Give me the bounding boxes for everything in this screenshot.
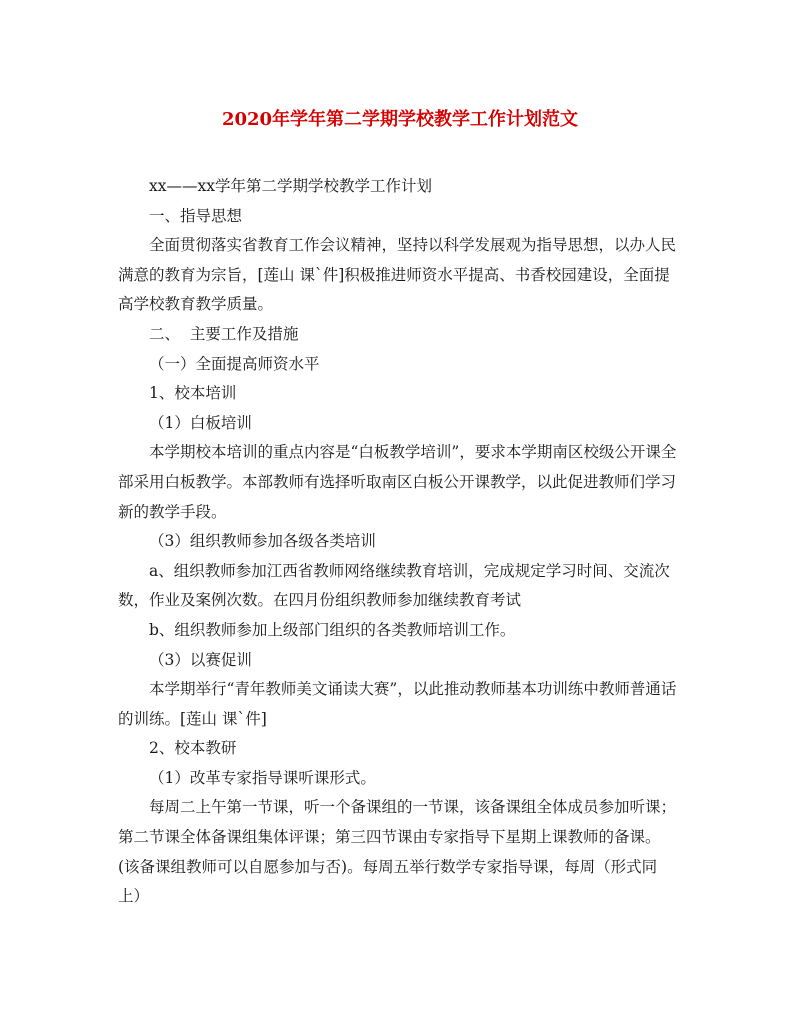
- paragraph-whiteboard-training: 本学期校本培训的重点内容是“白板教学培训”，要求本学期南区校级公开课全部采用白板教学。本部教师有选择听取南区白板公开课教学，以此促进教师们学习新的教学手段。: [118, 443, 677, 521]
- item-heading-school-training: 1、校本培训: [149, 384, 237, 403]
- item-heading-competition: （3）以赛促训: [149, 650, 252, 669]
- paragraph-department-training: b、组织教师参加上级部门组织的各类教师培训工作。: [149, 620, 516, 639]
- plan-heading: xx——xx学年第二学期学校教学工作计划: [149, 177, 432, 195]
- section-heading-guiding-thought: 一、指导思想: [149, 206, 243, 225]
- item-heading-whiteboard-training: （1）白板培训: [149, 413, 252, 432]
- paragraph-competition: 本学期举行“青年教师美文诵读大赛”，以此推动教师基本功训练中教师普通话的训练。[莲山 课`件]: [118, 680, 677, 728]
- subsection-heading-teacher-quality: （一）全面提高师资水平: [149, 354, 320, 373]
- document-title: 2020年学年第二学期学校教学工作计划范文: [221, 109, 579, 130]
- paragraph-online-training: a、组织教师参加江西省教师网络继续教育培训，完成规定学习时间、交流次数，作业及案例次数。在四月份组织教师参加继续教育考试: [118, 561, 670, 610]
- item-heading-school-research: 2、校本教研: [149, 739, 237, 758]
- paragraph-expert-guidance: 每周二上午第一节课，听一个备课组的一节课，该备课组全体成员参加听课；第二节课全体备课组集体评课；第三四节课由专家指导下星期上课教师的备课。(该备课组教师可以自愿参加与否)。每周五举行数学专家指导课，每周（形式同上）: [118, 798, 677, 906]
- paragraph-guiding-thought: 全面贯彻落实省教育工作会议精神，坚持以科学发展观为指导思想，以办人民满意的教育为宗旨，[莲山 课`件]积极推进师资水平提高、书香校园建设，全面提高学校教育教学质量。: [118, 236, 677, 314]
- section-heading-main-work: 二、 主要工作及措施: [149, 324, 299, 343]
- document-body: [118, 172, 678, 912]
- item-heading-expert-guidance: （1）改革专家指导课听课形式。: [149, 768, 376, 787]
- item-heading-teacher-training: （3）组织教师参加各级各类培训: [149, 532, 376, 551]
